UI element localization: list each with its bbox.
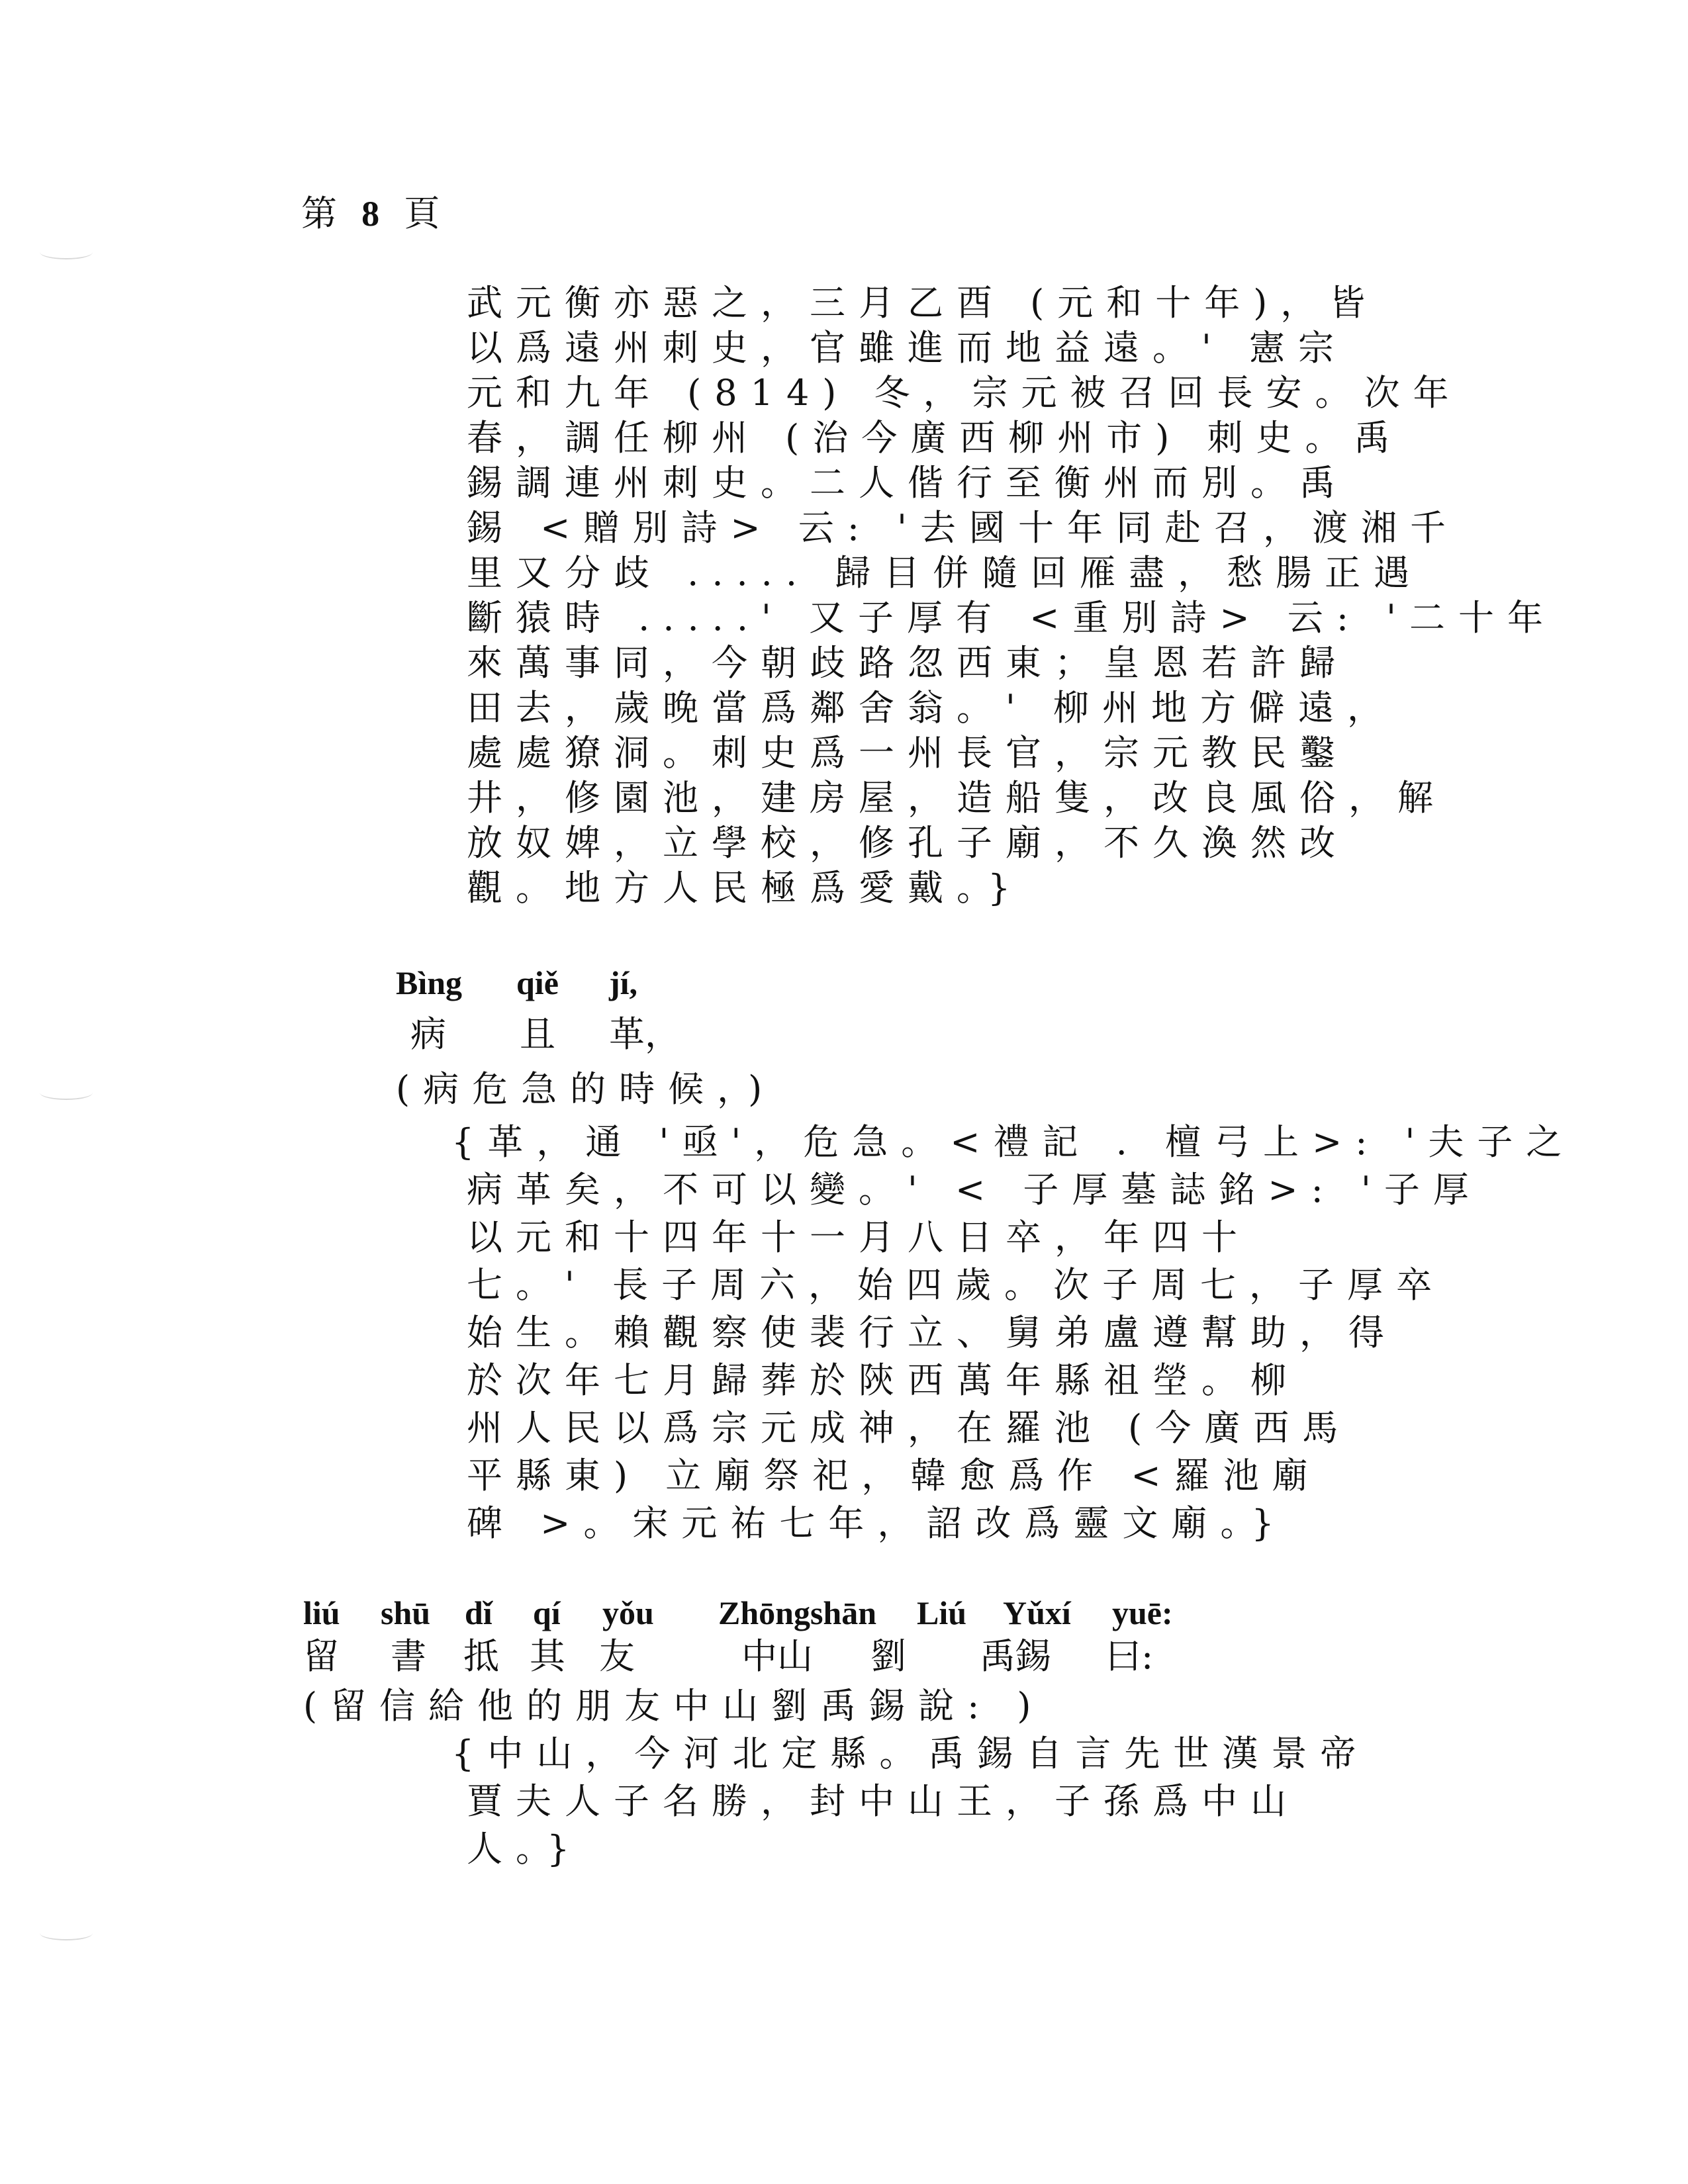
text-line: 放奴婢，立學校，修孔子廟，不久渙然改 [467, 822, 1348, 864]
punch-hole-bottom [40, 1926, 93, 1940]
pinyin-word: jí, [609, 964, 638, 1001]
hanzi-word: 劉 [870, 1635, 906, 1677]
hanzi-word: 書 [391, 1635, 426, 1677]
text-line: 來萬事同，今朝歧路忽西東；皇恩若許歸 [467, 642, 1348, 684]
note-line: 始生。賴觀察使裴行立、舅弟盧遵幫助，得 [467, 1312, 1397, 1353]
pinyin-word: Yǔxí [1003, 1594, 1071, 1631]
pinyin-word: Zhōngshān [718, 1594, 877, 1631]
punch-hole-top [40, 245, 93, 259]
page-number-value: 8 [361, 194, 387, 234]
hanzi-word: 革， [609, 1013, 680, 1055]
pinyin-word: Bìng [396, 964, 463, 1001]
pinyin-word: shū [381, 1594, 431, 1631]
punch-hole-middle [40, 1085, 93, 1100]
hanzi-word: 曰: [1105, 1635, 1154, 1677]
note-line: {革，通 '亟'，危急。<禮記 . 檀弓上>: '夫子之 [451, 1121, 1575, 1163]
text-line: 里又分歧 ..... 歸目併隨回雁盡，愁腸正遇 [467, 552, 1423, 594]
hanzi-row [0, 1013, 1688, 1056]
hanzi-word: 其 [530, 1635, 565, 1677]
text-line: 以爲遠州刺史，官雖進而地益遠。' 憲宗 [467, 327, 1348, 369]
note-line: 七。' 長子周六，始四歲。次子周七，子厚卒 [467, 1264, 1446, 1306]
pinyin-word: Liú [917, 1594, 967, 1631]
pinyin-row [0, 963, 1688, 1003]
text-line: 春，調任柳州 (治今廣西柳州市) 刺史。禹 [467, 417, 1403, 459]
note-line: 州人民以爲宗元成神，在羅池 (今廣西馬 [467, 1407, 1352, 1449]
note-line: {中山，今河北定縣。禹錫自言先世漢景帝 [451, 1733, 1370, 1774]
text-line: 錫調連州刺史。二人偕行至衡州而別。禹 [467, 462, 1348, 504]
pinyin-word: yuē: [1112, 1594, 1173, 1631]
page-prefix: 第 [301, 193, 344, 234]
pinyin-word: qí [533, 1594, 561, 1631]
note-line: 以元和十四年十一月八日卒，年四十 [467, 1216, 1250, 1258]
text-line: 觀。地方人民極爲愛戴。} [467, 867, 1024, 909]
hanzi-word: 病 [410, 1013, 446, 1055]
hanzi-word: 且 [520, 1013, 555, 1055]
hanzi-row [0, 1635, 1688, 1678]
hanzi-word: 友 [599, 1635, 635, 1677]
page-suffix: 頁 [404, 193, 447, 234]
text-line: 田去，歲晚當爲鄰舍翁。' 柳州地方僻遠， [467, 687, 1397, 729]
hanzi-word: 抵 [463, 1635, 499, 1677]
note-line: 病革矣，不可以變。' < 子厚墓誌銘>: '子厚 [467, 1169, 1482, 1210]
pinyin-row [0, 1593, 1688, 1633]
pinyin-word: yǒu [602, 1594, 654, 1631]
hanzi-word: 留 [303, 1635, 339, 1677]
page-number [301, 185, 446, 236]
pinyin-word: liú [303, 1594, 340, 1631]
text-line: 錫 <贈別詩> 云: '去國十年同赴召，渡湘千 [467, 507, 1460, 549]
translation-line: (病危急的時候，) [396, 1068, 776, 1110]
hanzi-word: 中山 [741, 1635, 813, 1677]
hanzi-word: 禹錫 [980, 1635, 1051, 1677]
pinyin-word: qiě [516, 964, 559, 1001]
note-line: 賈夫人子名勝，封中山王，子孫爲中山 [467, 1780, 1299, 1822]
note-line: 平縣東) 立廟祭祀，韓愈爲作 <羅池廟 [467, 1455, 1321, 1496]
text-line: 井，修園池，建房屋，造船隻，改良風俗，解 [467, 777, 1446, 819]
text-line: 武元衡亦惡之，三月乙酉 (元和十年)，皆 [467, 282, 1379, 324]
text-line: 元和九年 (814) 冬，宗元被召回長安。次年 [467, 372, 1462, 414]
note-line: 碑 >。宋元祐七年，詔改爲靈文廟。} [467, 1502, 1288, 1544]
pinyin-word: dǐ [465, 1594, 492, 1631]
note-line: 人。} [467, 1828, 583, 1870]
note-line: 於次年七月歸葬於陝西萬年縣祖塋。柳 [467, 1359, 1299, 1401]
text-line: 處處獠洞。刺史爲一州長官，宗元教民鑿 [467, 732, 1348, 774]
text-line: 斷猿時 .....' 又子厚有 <重別詩> 云: '二十年 [467, 597, 1557, 639]
translation-line: (留信給他的朋友中山劉禹錫說: ) [303, 1685, 1045, 1727]
